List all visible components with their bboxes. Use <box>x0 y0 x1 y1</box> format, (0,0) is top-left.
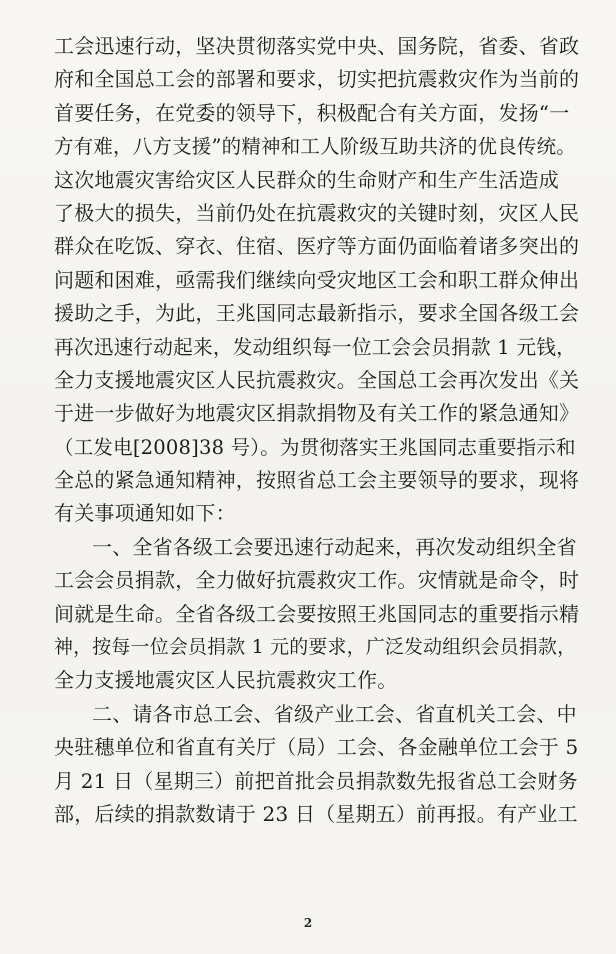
text-line: 月 21 日（星期三）前把首批会员捐款数先报省总工会财务 <box>54 768 578 793</box>
text-line: 援助之手，为此，王兆国同志最新指示，要求全国各级工会 <box>54 301 580 326</box>
text-line: 府和全国总工会的部署和要求，切实把抗震救灾作为当前的 <box>54 67 580 92</box>
text-line: 方有难，八方支援”的精神和工人阶级互助共济的优良传统。 <box>54 135 576 159</box>
text-line: 有关事项通知如下： <box>54 501 236 526</box>
text-line: 全力支援地震灾区人民抗震救灾工作。 <box>54 668 398 693</box>
text-line: （工发电[2008]38 号）。为贯彻落实王兆国同志重要指示和 <box>54 435 576 459</box>
text-line: 这次地震灾害给灾区人民群众的生命财产和生产生活造成 <box>54 167 559 192</box>
text-line: 部，后续的捐款数请于 23 日（星期五）前再报。有产业工 <box>54 801 578 826</box>
text-line: 首要任务，在党委的领导下，积极配合有关方面，发扬“一 <box>54 100 570 125</box>
text-line: 工会迅速行动，坚决贯彻落实党中央、国务院，省委、省政 <box>54 34 580 58</box>
text-line: 间就是生命。全省各级工会要按照王兆国同志的重要指示精 <box>54 601 580 626</box>
text-line: 了极大的损失，当前仍处在抗震救灾的关键时刻，灾区人民 <box>54 200 580 225</box>
text-line: 神，按每一位会员捐款 1 元的要求，广泛发动组织会员捐款， <box>54 636 577 659</box>
text-line: 问题和困难，亟需我们继续向受灾地区工会和职工群众伸出 <box>54 267 580 292</box>
text-line: 全力支援地震灾区人民抗震救灾。全国总工会再次发出《关 <box>54 367 580 392</box>
document-body <box>54 30 584 831</box>
text-line: 群众在吃饭、穿衣、住宿、医疗等方面仍面临着诸多突出的 <box>54 234 580 259</box>
text-line: 全总的紧急通知精神，按照省总工会主要领导的要求，现将 <box>54 468 580 493</box>
section-two-first-line: 二、请各市总工会、省级产业工会、省直机关工会、中 <box>92 701 577 726</box>
text-line: 于进一步做好为地震灾区捐款捐物及有关工作的紧急通知》 <box>54 401 580 426</box>
section-one-first-line: 一、全省各级工会要迅速行动起来，再次发动组织全省 <box>92 534 577 559</box>
text-line: 工会会员捐款，全力做好抗震救灾工作。灾情就是命令，时 <box>54 568 580 593</box>
text-line: 再次迅速行动起来，发动组织每一位工会会员捐款 1 元钱， <box>54 335 577 359</box>
text-line: 央驻穗单位和省直有关厅（局）工会、各金融单位工会于 5 <box>54 735 579 760</box>
page-number: 2 <box>303 916 313 930</box>
